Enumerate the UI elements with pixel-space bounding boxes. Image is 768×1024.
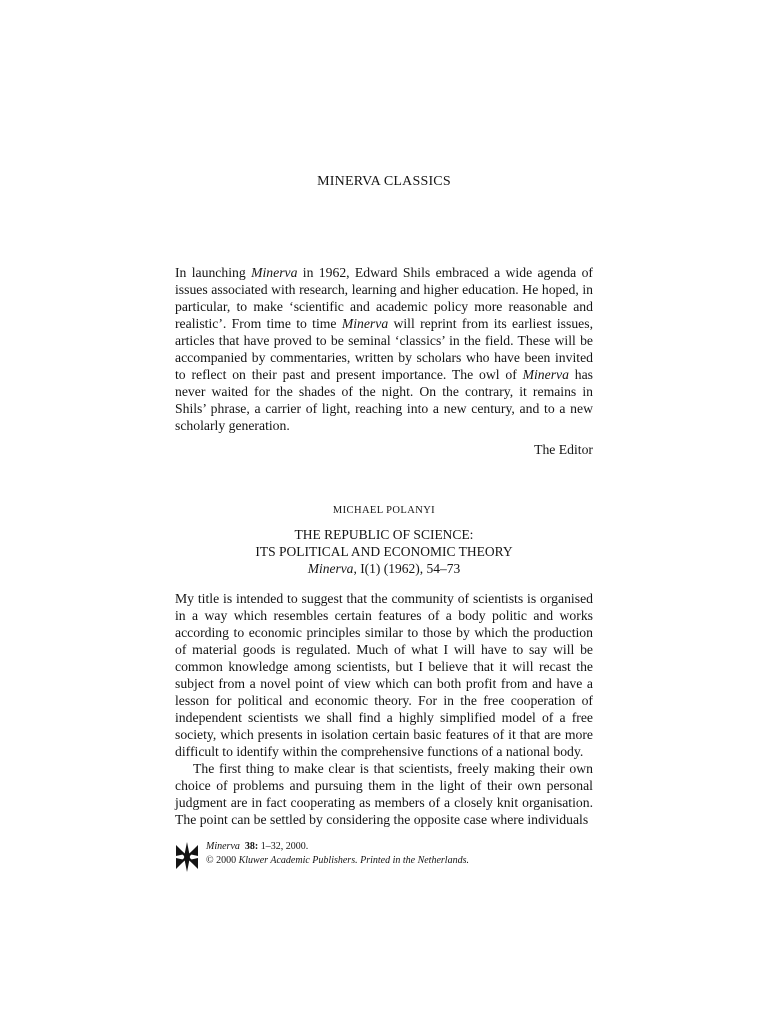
journal-name: Minerva [341,316,389,331]
intro-text-4: has never waited for the shades of the night. On the contrary, it remains in Shils’ phrase, a carrier of light, reaching into a new century, and to a new scholarly generation. [175,367,594,433]
intro-paragraph [175,264,593,434]
article-title-block [0,526,768,577]
publisher-logo-icon [175,842,199,872]
footer-copyright: © 2000 [206,855,239,866]
body-paragraph-1: My title is intended to suggest that the community of scientists is organised in a way which resembles certain features of a body politic and works according to economic principles similar to those by which the production of material goods is regulated. Much of what I will have to say will be common knowledge among scientists, but I believe that it will recast the subject from a novel point of view which can both profit from and have a lesson for political and economic theory. For in the free cooperation of independent scientists we shall find a highly simplified model of a free society, which presents in isolation certain basic features of it that are more difficult to identify within the comprehensive functions of a national body. [175,591,593,759]
footer-volume: 38: [244,841,259,852]
article-title-line-1: THE REPUBLIC OF SCIENCE: [294,527,474,542]
publication-footer [175,840,595,874]
footer-publisher: Kluwer Academic Publishers. Printed in the Netherlands. [238,855,469,866]
intro-text-3: will reprint from its earliest issues, articles that have proved to be seminal ‘classics’ in the field. These will be accompanied by commentaries, written by scholars who have been invited to reflect on their past and present importance. The owl of [175,316,593,382]
intro-text-2: in 1962, Edward Shils embraced a wide agenda of issues associated with research, learning and higher education. He hoped, in particular, to make ‘scientific and academic policy more reasonable and realistic’. From time to time [175,265,593,331]
footer-citation-line [206,840,469,854]
journal-name: Minerva [522,367,569,382]
footer-text [206,840,469,868]
article-body [175,590,593,828]
editor-signature: The Editor [534,442,593,457]
citation-details: , I(1) (1962), 54–73 [353,561,461,576]
journal-name: Minerva [251,265,298,280]
intro-text-1: In launching [175,265,252,280]
footer-pages: 1–32, 2000. [260,841,309,852]
body-paragraph-2: The first thing to make clear is that scientists, freely making their own choice of problems and pursuing them in the light of their own personal judgment are in fact cooperating as members of a closely knit organisation. The point can be settled by considering the opposite case where individuals [175,761,593,827]
article-citation [0,560,768,577]
footer-copyright-line [206,854,469,868]
footer-journal: Minerva [206,841,240,852]
section-heading: MINERVA CLASSICS [317,174,451,189]
article-title-line-2: ITS POLITICAL AND ECONOMIC THEORY [255,544,513,559]
citation-journal: Minerva [307,561,354,576]
article-author: MICHAEL POLANYI [332,505,436,516]
